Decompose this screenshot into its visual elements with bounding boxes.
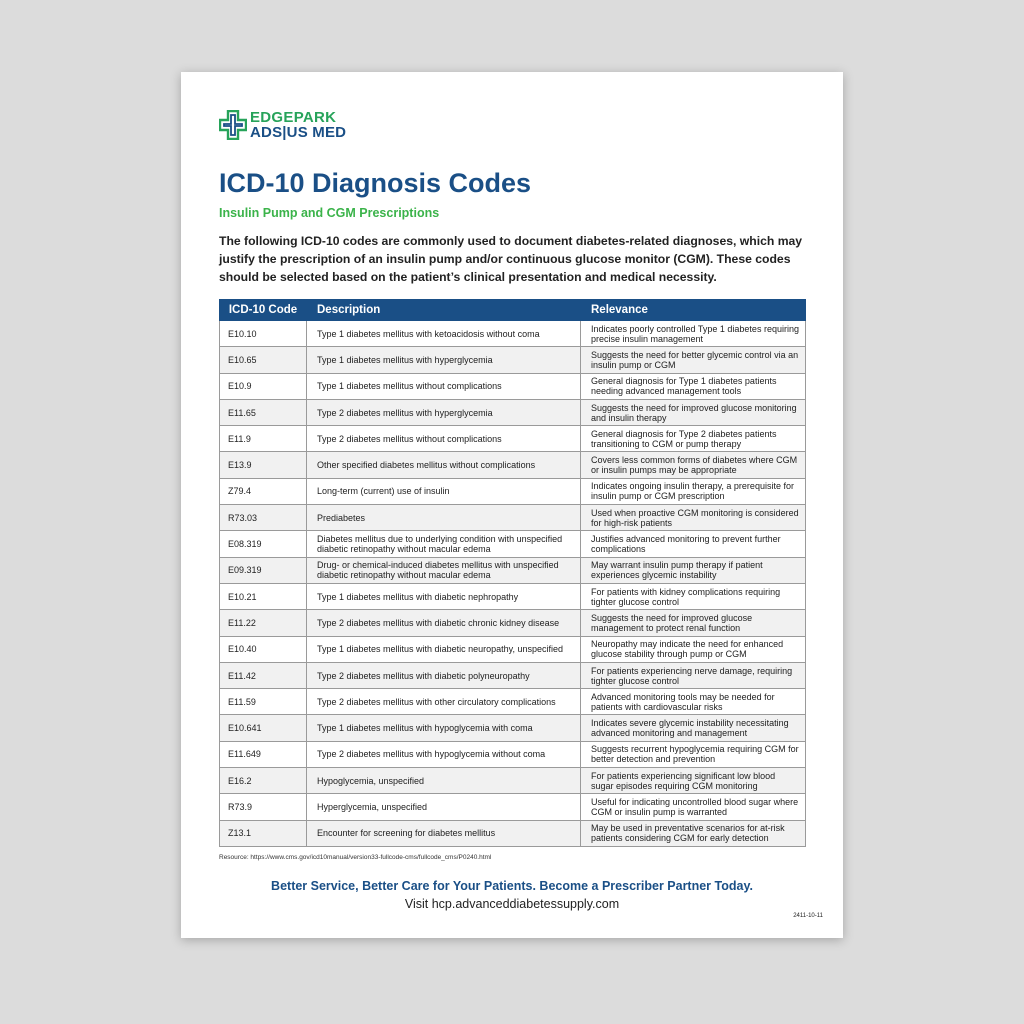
column-header-code: ICD-10 Code (220, 300, 307, 321)
relevance-cell: Covers less common forms of diabetes where CGM or insulin pumps may be appropriate (581, 452, 806, 478)
relevance-cell: May warrant insulin pump therapy if patient experiences glycemic instability (581, 557, 806, 583)
relevance-cell: Useful for indicating uncontrolled blood sugar where CGM or insulin pump is warranted (581, 794, 806, 820)
description-cell: Hyperglycemia, unspecified (307, 794, 581, 820)
relevance-cell: Indicates severe glycemic instability necessitating advanced monitoring and management (581, 715, 806, 741)
code-cell: E10.21 (220, 583, 307, 609)
code-cell: E11.65 (220, 399, 307, 425)
description-cell: Type 1 diabetes mellitus with hyperglycemia (307, 347, 581, 373)
description-cell: Drug- or chemical-induced diabetes mellitus with unspecified diabetic retinopathy without macular edema (307, 557, 581, 583)
description-cell: Diabetes mellitus due to underlying condition with unspecified diabetic retinopathy without macular edema (307, 531, 581, 557)
table-row (220, 741, 806, 767)
code-cell: E10.9 (220, 373, 307, 399)
table-row (220, 636, 806, 662)
table-row (220, 662, 806, 688)
description-cell: Type 1 diabetes mellitus with diabetic neuropathy, unspecified (307, 636, 581, 662)
description-cell: Prediabetes (307, 505, 581, 531)
relevance-cell: Suggests the need for improved glucose management to protect renal function (581, 610, 806, 636)
description-cell: Long-term (current) use of insulin (307, 478, 581, 504)
table-row (220, 715, 806, 741)
table-row (220, 689, 806, 715)
description-cell: Type 2 diabetes mellitus with other circulatory complications (307, 689, 581, 715)
edgepark-logo (219, 110, 359, 142)
code-cell: E10.40 (220, 636, 307, 662)
description-cell: Other specified diabetes mellitus without complications (307, 452, 581, 478)
relevance-cell: Neuropathy may indicate the need for enhanced glucose stability through pump or CGM (581, 636, 806, 662)
table-row (220, 426, 806, 452)
table-row (220, 347, 806, 373)
relevance-cell: Advanced monitoring tools may be needed for patients with cardiovascular risks (581, 689, 806, 715)
visit-link[interactable]: Visit hcp.advanceddiabetessupply.com (404, 897, 620, 911)
table-row (220, 583, 806, 609)
table-row (220, 820, 806, 846)
code-cell: E11.9 (220, 426, 307, 452)
code-cell: E08.319 (220, 531, 307, 557)
page-title: ICD-10 Diagnosis Codes (219, 168, 532, 198)
intro-paragraph: The following ICD-10 codes are commonly used to document diabetes-related diagnoses, which may justify the prescription of an insulin pump and/or continuous glucose monitor (CGM). These codes should be selected based on the patient’s clinical presentation and medical necessity. (219, 234, 803, 284)
table-row (220, 399, 806, 425)
relevance-cell: General diagnosis for Type 2 diabetes patients transitioning to CGM or pump therapy (581, 426, 806, 452)
relevance-cell: General diagnosis for Type 1 diabetes patients needing advanced management tools (581, 373, 806, 399)
description-cell: Type 1 diabetes mellitus with diabetic nephropathy (307, 583, 581, 609)
code-cell: R73.9 (220, 794, 307, 820)
code-cell: Z13.1 (220, 820, 307, 846)
code-cell: E11.22 (220, 610, 307, 636)
table-row (220, 505, 806, 531)
description-cell: Type 2 diabetes mellitus with hyperglycemia (307, 399, 581, 425)
relevance-cell: Justifies advanced monitoring to prevent further complications (581, 531, 806, 557)
relevance-cell: Used when proactive CGM monitoring is considered for high-risk patients (581, 505, 806, 531)
table-row (220, 794, 806, 820)
code-cell: E11.649 (220, 741, 307, 767)
document-number: 2411-10-11 (793, 913, 823, 919)
code-cell: E10.10 (220, 321, 307, 347)
relevance-cell: For patients with kidney complications requiring tighter glucose control (581, 583, 806, 609)
description-cell: Hypoglycemia, unspecified (307, 768, 581, 794)
icd10-table (219, 299, 806, 847)
code-cell: E11.42 (220, 662, 307, 688)
relevance-cell: Suggests the need for improved glucose monitoring and insulin therapy (581, 399, 806, 425)
relevance-cell: Suggests recurrent hypoglycemia requiring CGM for better detection and prevention (581, 741, 806, 767)
description-cell: Type 2 diabetes mellitus with diabetic polyneuropathy (307, 662, 581, 688)
description-cell: Type 2 diabetes mellitus with diabetic chronic kidney disease (307, 610, 581, 636)
table-row (220, 373, 806, 399)
table-row (220, 478, 806, 504)
relevance-cell: For patients experiencing nerve damage, requiring tighter glucose control (581, 662, 806, 688)
code-cell: E11.59 (220, 689, 307, 715)
code-cell: E13.9 (220, 452, 307, 478)
tagline: Better Service, Better Care for Your Patients. Become a Prescriber Partner Today. (271, 879, 753, 893)
code-cell: R73.03 (220, 505, 307, 531)
code-cell: E16.2 (220, 768, 307, 794)
document-page (181, 72, 843, 938)
table-row (220, 452, 806, 478)
description-cell: Encounter for screening for diabetes mellitus (307, 820, 581, 846)
logo-line-2: ADS|US MED (250, 124, 347, 141)
table-row (220, 610, 806, 636)
table-row (220, 321, 806, 347)
relevance-cell: For patients experiencing significant low blood sugar episodes requiring CGM monitoring (581, 768, 806, 794)
relevance-cell: Suggests the need for better glycemic control via an insulin pump or CGM (581, 347, 806, 373)
column-header-description: Description (307, 300, 581, 321)
description-cell: Type 2 diabetes mellitus with hypoglycemia without coma (307, 741, 581, 767)
description-cell: Type 1 diabetes mellitus with hypoglycemia with coma (307, 715, 581, 741)
code-cell: E10.641 (220, 715, 307, 741)
table-row (220, 768, 806, 794)
page-subtitle: Insulin Pump and CGM Prescriptions (219, 206, 440, 220)
table-row (220, 557, 806, 583)
logo-line-1: EDGEPARK (250, 109, 337, 126)
description-cell: Type 2 diabetes mellitus without complications (307, 426, 581, 452)
code-cell: E09.319 (220, 557, 307, 583)
resource-link[interactable]: Resource: https://www.cms.gov/icd10manual/version33-fullcode-cms/fullcode_cms/P0240.html (219, 854, 492, 861)
relevance-cell: May be used in preventative scenarios for at-risk patients considering CGM for early detection (581, 820, 806, 846)
relevance-cell: Indicates poorly controlled Type 1 diabetes requiring precise insulin management (581, 321, 806, 347)
column-header-relevance: Relevance (581, 300, 806, 321)
table-header-row (220, 300, 806, 321)
relevance-cell: Indicates ongoing insulin therapy, a prerequisite for insulin pump or CGM prescription (581, 478, 806, 504)
description-cell: Type 1 diabetes mellitus without complications (307, 373, 581, 399)
code-cell: E10.65 (220, 347, 307, 373)
description-cell: Type 1 diabetes mellitus with ketoacidosis without coma (307, 321, 581, 347)
table-row (220, 531, 806, 557)
medical-cross-icon (219, 110, 247, 140)
code-cell: Z79.4 (220, 478, 307, 504)
